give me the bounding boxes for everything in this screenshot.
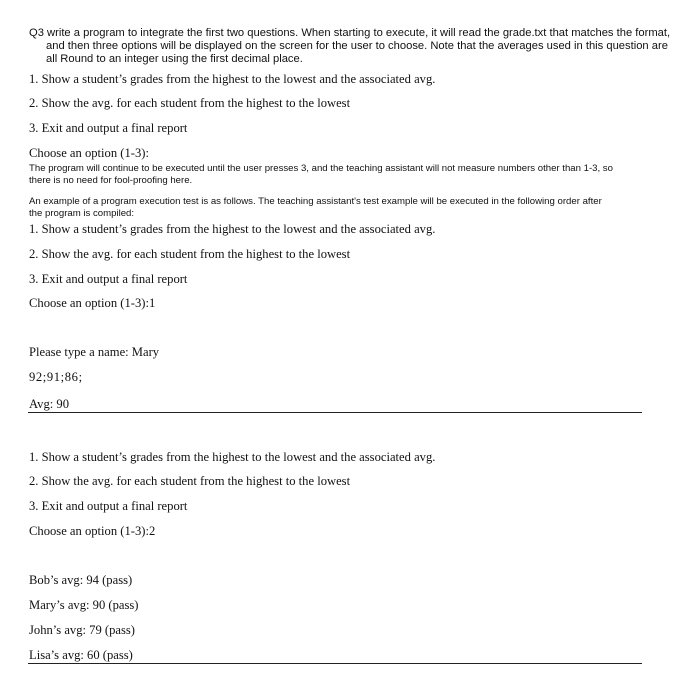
example2-menu-option-3: 3. Exit and output a final report (29, 499, 188, 513)
example2-result-3: John’s avg: 79 (pass) (29, 623, 135, 637)
example1-name-prompt: Please type a name: Mary (29, 345, 160, 359)
question-line-3: all Round to an integer using the first decimal place. (46, 52, 303, 65)
example1-menu-option-2: 2. Show the avg. for each student from the highest to the lowest (29, 247, 351, 261)
question-line-1: Q3 write a program to integrate the first two questions. When starting to execute, it will read the grade.txt that matches the format, (29, 27, 671, 39)
note-loop-line-1: The program will continue to be executed until the user presses 3, and the teaching assistant will not measure numbers other than 1-3, so (29, 163, 613, 174)
note-example-line-2: the program is compiled: (29, 207, 135, 219)
example2-menu-option-1: 1. Show a student’s grades from the highest to the lowest and the associated avg. (29, 450, 436, 464)
question-line-2: and then three options will be displayed on the screen for the user to choose. Note that the averages used in this question are (46, 39, 668, 52)
question-header (29, 27, 669, 65)
choose-option-prompt: Choose an option (1-3): (29, 146, 149, 160)
menu-option-3: 3. Exit and output a final report (29, 121, 188, 135)
example2-result-2: Mary’s avg: 90 (pass) (29, 598, 139, 612)
note-loop (29, 163, 613, 186)
example2-menu-option-2: 2. Show the avg. for each student from the highest to the lowest (29, 474, 351, 488)
example1-grades: 92;91;86; (29, 370, 83, 384)
example2-result-1: Bob’s avg: 94 (pass) (29, 573, 133, 587)
divider-1 (28, 412, 642, 413)
note-example-line-1: An example of a program execution test is as follows. The teaching assistant's test example will be executed in the following order after (29, 196, 602, 207)
example1-choose-prompt: Choose an option (1-3):1 (29, 296, 156, 310)
divider-2 (28, 663, 642, 664)
example2-result-4: Lisa’s avg: 60 (pass) (29, 648, 133, 662)
example1-menu-option-3: 3. Exit and output a final report (29, 272, 188, 286)
example1-menu-option-1: 1. Show a student’s grades from the highest to the lowest and the associated avg. (29, 222, 436, 236)
menu-option-2: 2. Show the avg. for each student from the highest to the lowest (29, 96, 351, 110)
example1-avg: Avg: 90 (29, 397, 69, 411)
example2-choose-prompt: Choose an option (1-3):2 (29, 524, 156, 538)
note-example (29, 196, 602, 219)
menu-option-1: 1. Show a student’s grades from the highest to the lowest and the associated avg. (29, 72, 436, 86)
note-loop-line-2: there is no need for fool-proofing here. (29, 174, 193, 186)
